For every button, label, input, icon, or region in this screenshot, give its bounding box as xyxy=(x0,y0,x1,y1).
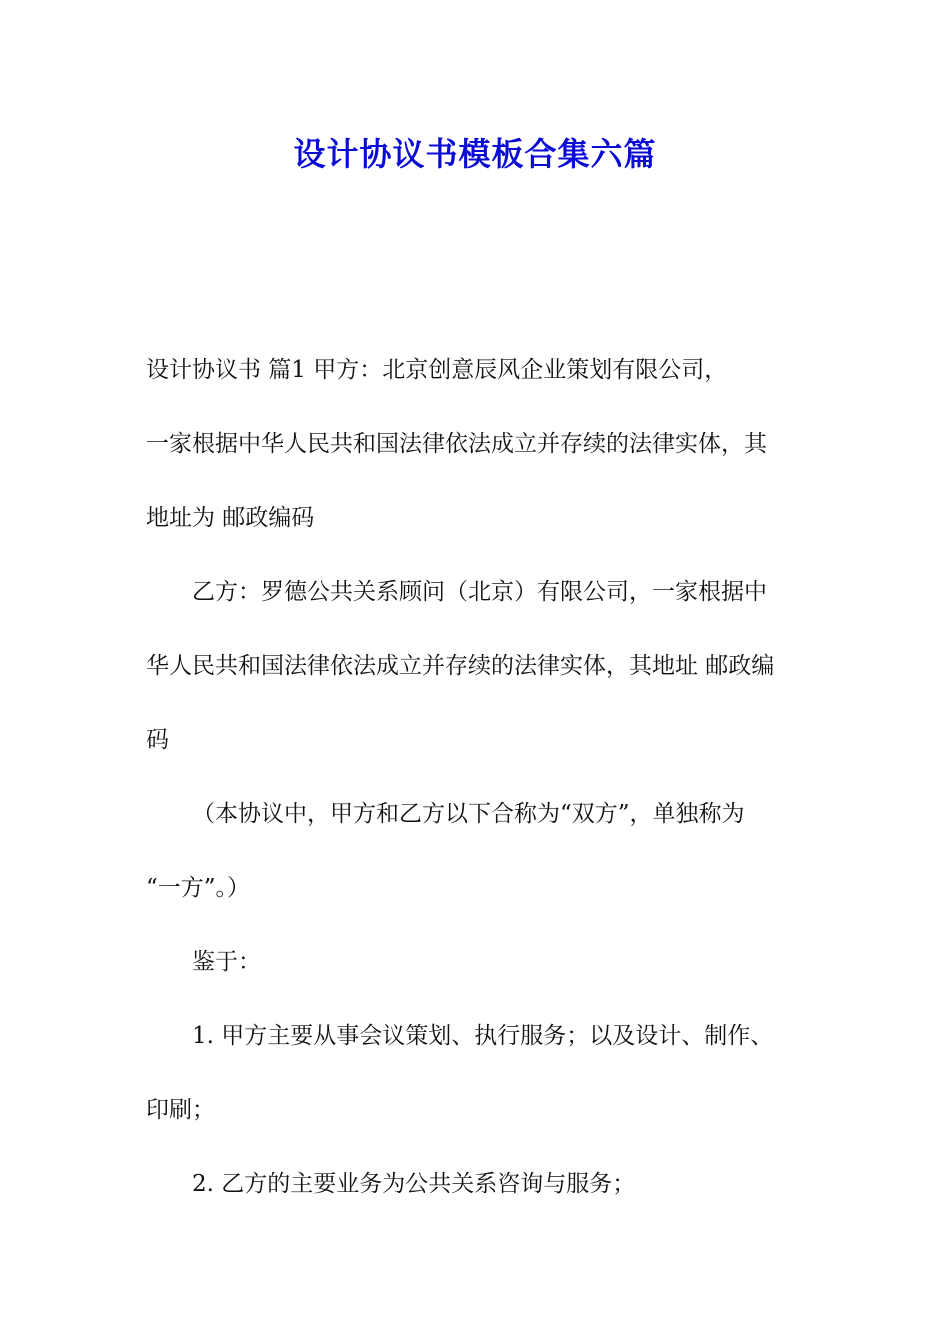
paragraph-line: 鉴于： xyxy=(192,949,261,975)
paragraph-line: 华人民共和国法律依法成立并存续的法律实体，其地址 邮政编 xyxy=(146,653,775,679)
paragraph-line: 码 xyxy=(146,727,169,753)
paragraph-line: “一方”。） xyxy=(146,875,251,901)
paragraph-line: 一家根据中华人民共和国法律依法成立并存续的法律实体，其 xyxy=(146,431,767,457)
document-title: 设计协议书模板合集六篇 xyxy=(293,135,657,173)
list-item: 2. 乙方的主要业务为公共关系咨询与服务； xyxy=(192,1171,636,1197)
document-body xyxy=(146,333,806,1221)
paragraph-line: 地址为 邮政编码 xyxy=(146,505,315,531)
paragraph-line: 乙方：罗德公共关系顾问（北京）有限公司，一家根据中 xyxy=(192,579,767,605)
paragraph-line: 印刷； xyxy=(146,1097,215,1123)
paragraph-line: 设计协议书 篇1 甲方：北京创意辰风企业策划有限公司， xyxy=(146,357,728,383)
list-item: 1. 甲方主要从事会议策划、执行服务；以及设计、制作、 xyxy=(192,1023,774,1049)
paragraph-line: （本协议中，甲方和乙方以下合称为“双方”，单独称为 xyxy=(192,801,745,827)
